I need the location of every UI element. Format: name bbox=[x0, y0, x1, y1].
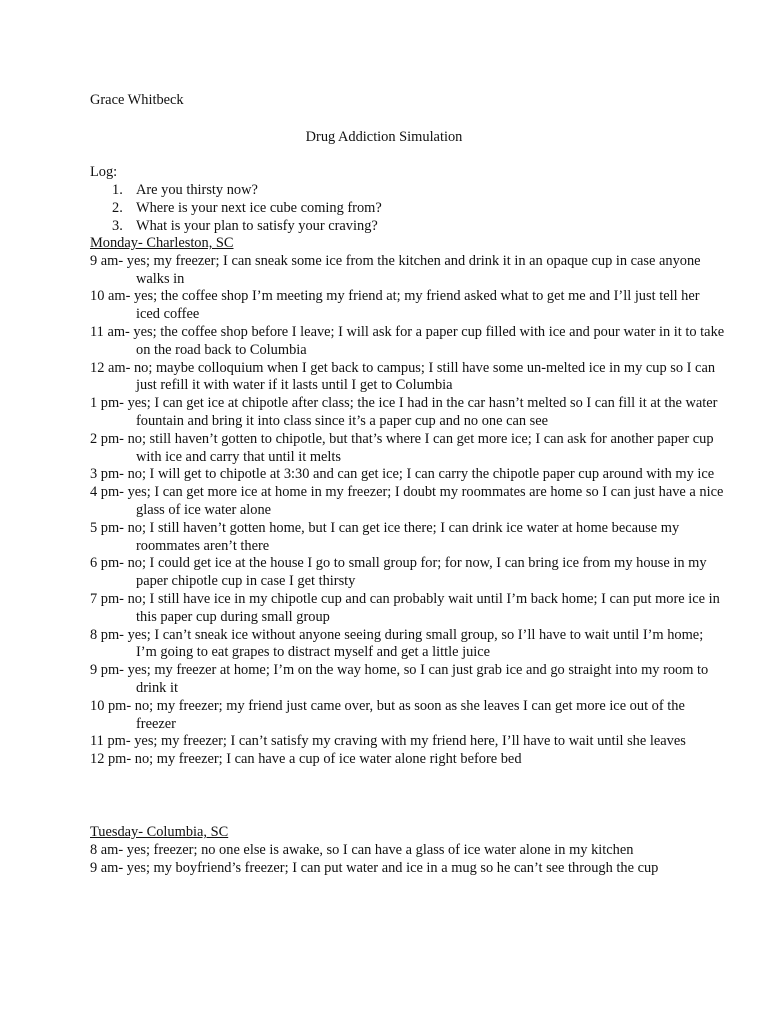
log-entry: 9 am- yes; my boyfriend’s freezer; I can put water and ice in a mug so he can’t see through the cup bbox=[90, 859, 659, 876]
question-list bbox=[112, 182, 382, 235]
question-number: 1. bbox=[112, 182, 123, 198]
log-entry: 8 am- yes; freezer; no one else is awake, so I can have a glass of ice water alone in my kitchen bbox=[90, 841, 634, 858]
log-entry: 8 pm- yes; I can’t sneak ice without anyone seeing during small group, so I’ll have to wait until I’m home; I’m going to eat grapes to distract myself and get a little juice bbox=[90, 626, 704, 661]
log-entry: 11 am- yes; the coffee shop before I leave; I will ask for a paper cup filled with ice and pour water in it to take on the road back to Columbia bbox=[90, 323, 725, 358]
question-number: 3. bbox=[112, 217, 123, 234]
log-label: Log: bbox=[90, 164, 118, 180]
log-entry: 10 pm- no; my freezer; my friend just came over, but as soon as she leaves I can get more ice out of the freezer bbox=[90, 697, 685, 732]
author-name: Grace Whitbeck bbox=[90, 92, 184, 108]
day-heading: Monday- Charleston, SC bbox=[90, 235, 234, 251]
log-entry: 3 pm- no; I will get to chipotle at 3:30 and can get ice; I can carry the chipotle paper cup around with my ice bbox=[90, 466, 715, 483]
question-item bbox=[112, 218, 382, 236]
log-entry: 9 pm- yes; my freezer at home; I’m on the way home, so I can just grab ice and go straight into my room to drink it bbox=[90, 662, 709, 696]
log-entry: 2 pm- no; still haven’t gotten to chipotle, but that’s where I can get more ice; I can ask for another paper cup with ice and carry that until it melts bbox=[90, 430, 714, 465]
day-section-monday bbox=[90, 235, 726, 769]
question-text: What is your plan to satisfy your craving? bbox=[136, 217, 378, 234]
log-entry: 11 pm- yes; my freezer; I can’t satisfy my craving with my friend here, I’ll have to wait until she leaves bbox=[90, 733, 686, 750]
log-entry: 9 am- yes; my freezer; I can sneak some ice from the kitchen and drink it in an opaque cup in case anyone walks in bbox=[90, 252, 701, 287]
day-heading: Tuesday- Columbia, SC bbox=[90, 824, 229, 840]
log-entry: 7 pm- no; I still have ice in my chipotle cup and can probably wait until I’m back home; I can put more ice in this paper cup during small group bbox=[90, 590, 720, 625]
log-entry: 5 pm- no; I still haven’t gotten home, but I can get ice there; I can drink ice water at home because my roommates aren’t there bbox=[90, 519, 680, 554]
log-entry: 4 pm- yes; I can get more ice at home in my freezer; I doubt my roommates are home so I can just have a nice glass of ice water alone bbox=[90, 484, 724, 518]
day-section-tuesday bbox=[90, 824, 726, 877]
question-number: 2. bbox=[112, 199, 123, 216]
log-entry: 12 am- no; maybe colloquium when I get back to campus; I still have some un-melted ice in my cup so I can just refill it with water if it lasts until I get to Columbia bbox=[90, 359, 716, 394]
log-entry: 10 am- yes; the coffee shop I’m meeting my friend at; my friend asked what to get me and I’ll just tell her iced coffee bbox=[90, 288, 700, 323]
log-entry: 6 pm- no; I could get ice at the house I go to small group for; for now, I can bring ice from my house in my paper chipotle cup in case I get thirsty bbox=[90, 555, 707, 590]
question-text: Are you thirsty now? bbox=[136, 182, 258, 198]
question-item bbox=[112, 200, 382, 218]
question-text: Where is your next ice cube coming from? bbox=[136, 199, 382, 216]
document-title: Drug Addiction Simulation bbox=[305, 129, 463, 145]
question-item bbox=[112, 182, 382, 200]
log-entry: 12 pm- no; my freezer; I can have a cup of ice water alone right before bed bbox=[90, 751, 522, 768]
log-entry: 1 pm- yes; I can get ice at chipotle after class; the ice I had in the car hasn’t melted so I can fill it at the water fountain and bring it into class since it’s a paper cup and no one can see bbox=[90, 395, 718, 429]
